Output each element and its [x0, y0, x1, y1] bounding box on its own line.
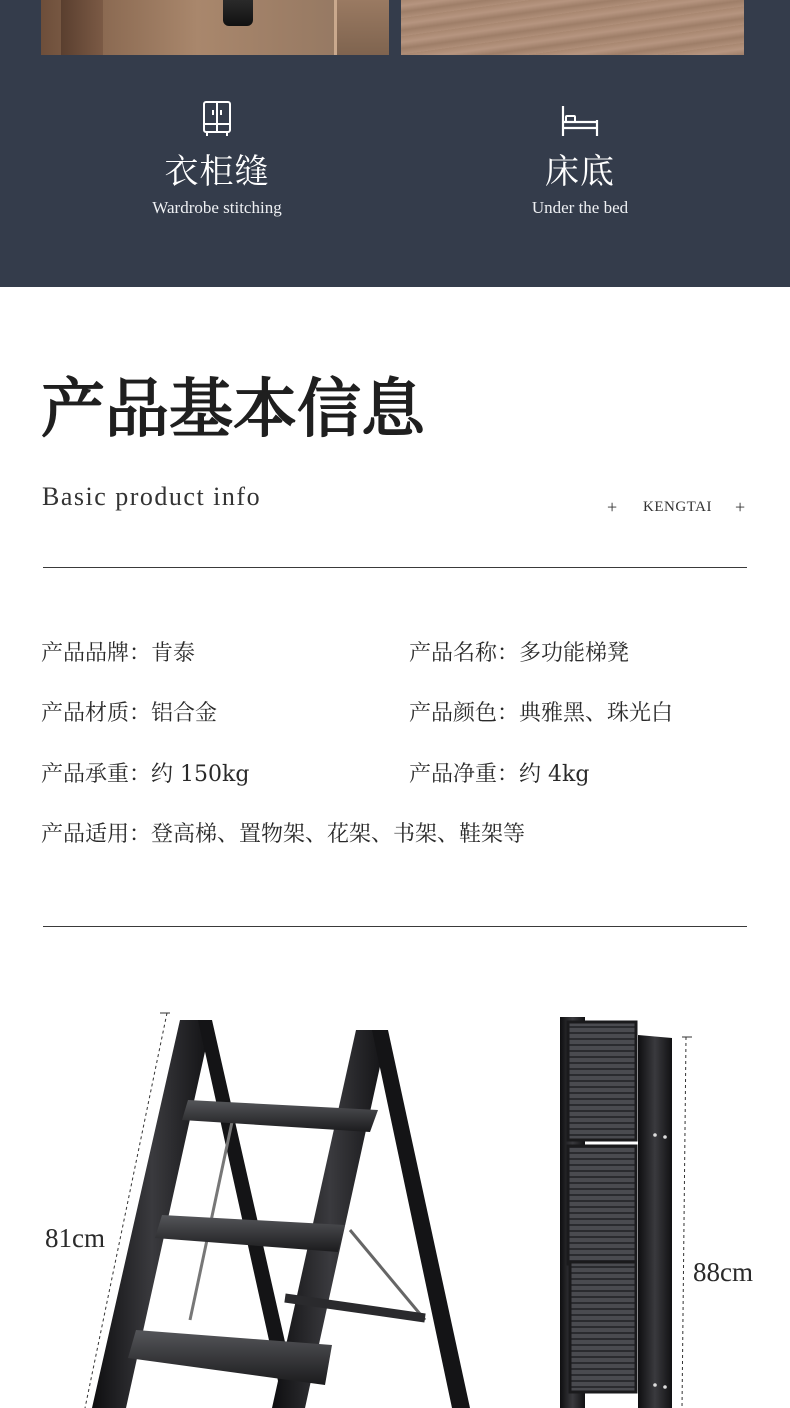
feature-wardrobe — [117, 100, 317, 218]
section-title: 产品基本信息 — [41, 372, 425, 447]
divider-top — [43, 567, 747, 568]
brand-name: KENGTAI — [643, 499, 712, 515]
brand-tag — [602, 496, 752, 518]
bed-icon — [560, 104, 600, 138]
plus-mark-left: + — [607, 497, 618, 517]
spec-usage: 产品适用：登高梯、置物架、花架、书架、鞋架等 — [41, 822, 526, 847]
plus-mark-right: + — [735, 497, 746, 517]
spec-weight: 产品净重：约 4kg — [409, 762, 590, 787]
feature-subtitle: Under the bed — [531, 198, 629, 217]
folded-height-label: 88cm — [693, 1257, 753, 1287]
spec-color: 产品颜色：典雅黑、珠光白 — [409, 701, 674, 726]
section-subtitle: Basic product info — [42, 482, 262, 511]
feature-title: 衣柜缝 — [164, 152, 270, 192]
spec-material: 产品材质：铝合金 — [41, 701, 218, 726]
spec-name: 产品名称：多功能梯凳 — [409, 641, 630, 666]
feature-title: 床底 — [545, 152, 615, 192]
open-height-label: 81cm — [45, 1223, 105, 1253]
feature-bed — [480, 104, 680, 218]
wardrobe-icon — [202, 100, 232, 138]
usage-scenes-band — [0, 0, 790, 287]
spec-load: 产品承重：约 150kg — [41, 762, 250, 787]
open-ladder — [92, 1020, 470, 1408]
wardrobe-gap-photo — [41, 0, 389, 55]
spec-brand: 产品品牌：肯泰 — [41, 641, 196, 666]
under-bed-photo — [401, 0, 744, 55]
feature-subtitle: Wardrobe stitching — [152, 198, 282, 217]
ladder-illustration — [0, 990, 790, 1408]
folded-ladder — [560, 1017, 672, 1408]
divider-bottom — [43, 926, 747, 927]
